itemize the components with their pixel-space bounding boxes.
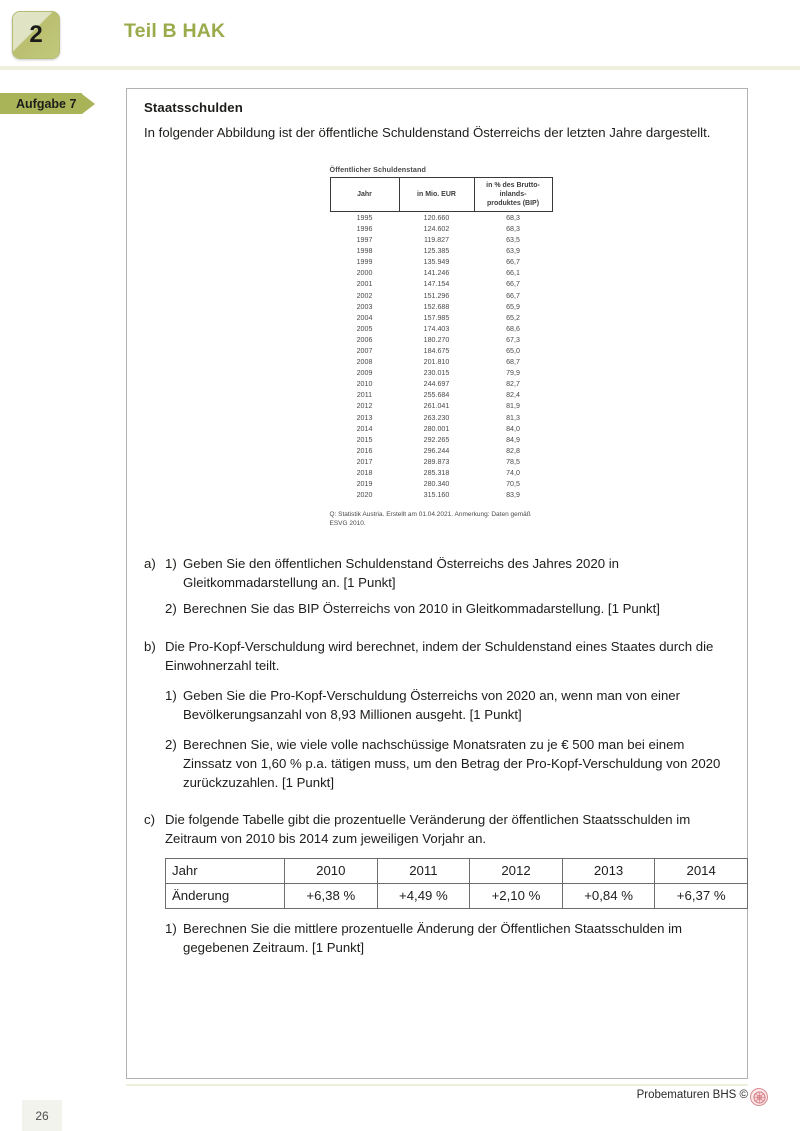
question-b-item-2-marker: 2)	[165, 736, 177, 752]
spacer	[144, 676, 730, 687]
spacer	[144, 725, 730, 736]
public-debt-table-body	[330, 212, 552, 501]
page-number-box	[22, 1100, 62, 1131]
table-row	[330, 457, 552, 468]
table-row	[330, 390, 552, 401]
cell-year: 2011	[356, 391, 373, 400]
cell-debt-percent-gdp: 84,9	[506, 435, 520, 444]
table-row	[330, 334, 552, 345]
question-block-a	[144, 555, 730, 620]
table-row-years	[166, 859, 748, 884]
question-b-item-2-text: Berechnen Sie, wie viele volle nachschüssige Monatsraten zu je € 500 man bei einem Zinssatz von 1,60 % p.a. tätigen muss, um den Betrag der Pro-Kopf-Verschuldung von 2020 zurückzuzahlen. [1 Punkt]	[183, 736, 721, 790]
cell-debt-eur: 119.827	[423, 236, 450, 245]
cell-debt-eur: 201.810	[423, 358, 450, 367]
cell-debt-percent-gdp: 70,5	[506, 480, 520, 489]
question-c-item-1	[144, 920, 730, 958]
table-row	[330, 479, 552, 490]
cell-debt-percent-gdp: 82,7	[506, 380, 520, 389]
cell-debt-percent-gdp: 65,2	[506, 313, 520, 322]
cell-debt-percent-gdp: 74,0	[506, 469, 520, 478]
cell-year: 1997	[356, 236, 373, 245]
cell-year: 2004	[356, 313, 373, 322]
change-table-year-0: 2010	[285, 859, 378, 884]
cell-year: 2003	[356, 302, 373, 311]
change-table-label-change: Änderung	[166, 884, 285, 909]
column-header-year: Jahr	[330, 177, 399, 212]
cell-debt-percent-gdp: 66,7	[506, 291, 520, 300]
cell-year: 2017	[356, 457, 373, 466]
cell-year: 1995	[356, 213, 373, 222]
question-b-item-1-text: Geben Sie die Pro-Kopf-Verschuldung Österreichs von 2020 an, wenn man von einer Bevölkerungsanzahl von 8,93 Millionen ausgeht. [1 Punkt]	[183, 688, 681, 722]
question-c-marker: c)	[144, 812, 155, 828]
cell-debt-eur: 141.246	[423, 269, 450, 278]
cell-debt-eur: 152.688	[423, 302, 450, 311]
exercise-title: Staatsschulden	[144, 100, 243, 115]
cell-debt-eur: 174.403	[423, 324, 450, 333]
table-row	[330, 323, 552, 334]
column-header-bip-line1: in % des Brutto-	[486, 181, 540, 189]
cell-year: 2013	[356, 413, 373, 422]
cell-debt-percent-gdp: 81,3	[506, 413, 520, 422]
change-table-year-3: 2013	[562, 859, 655, 884]
cell-debt-percent-gdp: 65,9	[506, 302, 520, 311]
cell-debt-percent-gdp: 83,9	[506, 491, 520, 500]
table-row-changes	[166, 884, 748, 909]
table-row	[330, 445, 552, 456]
table-row	[330, 379, 552, 390]
table-row	[330, 346, 552, 357]
change-table-label-year: Jahr	[166, 859, 285, 884]
question-c-item-1-text: Berechnen Sie die mittlere prozentuelle Änderung der Öffentlichen Staatsschulden im gegebenen Zeitraum. [1 Punkt]	[183, 921, 682, 956]
cell-year: 2001	[356, 280, 373, 289]
change-table-year-1: 2011	[377, 859, 470, 884]
table-row	[330, 401, 552, 412]
cell-year: 2006	[356, 335, 373, 344]
cell-debt-percent-gdp: 82,4	[506, 391, 520, 400]
cell-debt-eur: 292.265	[423, 435, 450, 444]
header-divider	[0, 66, 800, 70]
table-row	[330, 268, 552, 279]
cell-debt-percent-gdp: 82,8	[506, 446, 520, 455]
column-header-bip-line2: inlands-	[499, 190, 527, 198]
chapter-badge	[12, 11, 60, 59]
page-title: Teil B HAK	[124, 20, 226, 42]
spacer	[144, 619, 730, 638]
exercise-intro-text: In folgender Abbildung ist der öffentliche Schuldenstand Österreichs der letzten Jahre dargestellt.	[144, 125, 711, 140]
cell-debt-eur: 230.015	[423, 369, 450, 378]
cell-debt-eur: 147.154	[423, 280, 450, 289]
cell-debt-percent-gdp: 68,6	[506, 324, 520, 333]
question-block-b	[144, 638, 730, 792]
cell-debt-eur: 280.001	[423, 424, 450, 433]
cell-debt-percent-gdp: 63,9	[506, 247, 520, 256]
questions-section	[144, 555, 730, 958]
percentage-change-table-body	[166, 859, 748, 909]
cell-year: 1996	[356, 224, 373, 233]
cell-year: 2015	[356, 435, 373, 444]
cell-debt-eur: 244.697	[423, 380, 450, 389]
change-table-change-3: +0,84 %	[562, 884, 655, 909]
cell-year: 2007	[356, 347, 373, 355]
column-header-eur: in Mio. EUR	[399, 177, 474, 212]
table-row	[330, 312, 552, 323]
question-a-item-1	[144, 555, 730, 593]
exercise-content-inner	[127, 89, 747, 958]
question-a-item-2	[144, 600, 730, 619]
question-c-intro	[144, 811, 730, 849]
cell-year: 2005	[356, 324, 373, 333]
cell-year: 2002	[356, 291, 373, 300]
change-table-year-4: 2014	[655, 859, 748, 884]
cell-debt-eur: 125.385	[423, 247, 450, 256]
cell-debt-eur: 184.675	[423, 347, 450, 355]
question-b-intro	[144, 638, 730, 676]
spacer	[144, 909, 730, 920]
cell-debt-percent-gdp: 66,1	[506, 269, 520, 278]
cell-debt-percent-gdp: 68,3	[506, 224, 520, 233]
cell-debt-percent-gdp: 65,0	[506, 347, 520, 355]
question-b-item-2	[144, 736, 730, 793]
question-c-item-1-marker: 1)	[165, 921, 177, 937]
cell-year: 2010	[356, 380, 373, 389]
task-tab-arrow-icon	[82, 94, 95, 114]
table-row	[330, 257, 552, 268]
table-row	[330, 246, 552, 257]
cell-year: 2014	[356, 424, 373, 433]
question-a-item-2-text: Berechnen Sie das BIP Österreichs von 2010 in Gleitkommadarstellung. [1 Punkt]	[183, 601, 660, 617]
cell-debt-percent-gdp: 78,5	[506, 457, 520, 466]
table-row	[330, 468, 552, 479]
cell-year: 2012	[356, 402, 373, 411]
task-tab-label: Aufgabe 7	[16, 96, 77, 111]
cell-debt-eur: 261.041	[423, 402, 450, 411]
table-row	[330, 368, 552, 379]
question-a-item-2-marker: 2)	[165, 601, 177, 617]
cell-debt-eur: 255.684	[423, 391, 450, 400]
cell-debt-eur: 263.230	[423, 413, 450, 422]
cell-debt-eur: 135.949	[423, 258, 450, 267]
cell-debt-eur: 157.985	[423, 313, 450, 322]
spacer	[144, 592, 730, 600]
cell-year: 2018	[356, 469, 373, 478]
cell-debt-percent-gdp: 63,5	[506, 236, 520, 245]
change-table-wrapper	[165, 858, 730, 909]
table-row	[330, 212, 552, 224]
table-row	[330, 412, 552, 423]
probematuren-seal-logo-icon	[750, 1088, 768, 1106]
footer-credit: Probematuren BHS ©	[636, 1089, 748, 1101]
table-row	[330, 235, 552, 246]
cell-debt-percent-gdp: 81,9	[506, 402, 520, 411]
table-row	[330, 490, 552, 501]
question-a-item-1-marker: 1)	[165, 555, 177, 571]
page-number: 26	[35, 1108, 49, 1123]
cell-year: 2020	[356, 491, 373, 500]
table-row	[330, 423, 552, 434]
cell-year: 2016	[356, 446, 373, 455]
cell-debt-percent-gdp: 66,7	[506, 258, 520, 267]
cell-debt-eur: 120.660	[423, 213, 450, 222]
change-table-change-4: +6,37 %	[655, 884, 748, 909]
cell-debt-eur: 289.873	[423, 457, 450, 466]
question-a-marker: a)	[144, 555, 156, 571]
chapter-badge-number: 2	[29, 21, 43, 48]
cell-debt-percent-gdp: 68,3	[506, 213, 520, 222]
question-b-item-1	[144, 687, 730, 725]
percentage-change-table	[165, 858, 748, 909]
cell-year: 2009	[356, 369, 373, 378]
change-table-year-2: 2012	[470, 859, 563, 884]
cell-debt-eur: 296.244	[423, 446, 450, 455]
change-table-change-0: +6,38 %	[285, 884, 378, 909]
cell-debt-eur: 180.270	[423, 335, 450, 344]
question-c-intro-text: Die folgende Tabelle gibt die prozentuelle Veränderung der öffentlichen Staatsschulden im Zeitraum von 2010 bis 2014 zum jeweiligen Vorjahr an.	[165, 812, 691, 847]
statistics-figure	[330, 165, 545, 529]
cell-debt-eur: 151.296	[423, 291, 450, 300]
page-header	[0, 0, 800, 68]
cell-debt-eur: 285.318	[423, 469, 450, 478]
public-debt-table-head	[330, 177, 552, 212]
table-row	[330, 224, 552, 235]
task-tab-body	[0, 93, 82, 114]
cell-debt-percent-gdp: 79,9	[506, 369, 520, 378]
exercise-content-box	[126, 88, 748, 1079]
public-debt-table	[330, 177, 553, 501]
change-table-change-1: +4,49 %	[377, 884, 470, 909]
column-header-bip-line3: produktes (BIP)	[486, 200, 540, 208]
cell-debt-percent-gdp: 84,0	[506, 424, 520, 433]
cell-debt-eur: 315.160	[423, 491, 450, 500]
cell-debt-percent-gdp: 68,7	[506, 358, 520, 367]
cell-debt-percent-gdp: 67,3	[506, 335, 520, 344]
table-row	[330, 434, 552, 445]
question-b-intro-text: Die Pro-Kopf-Verschuldung wird berechnet, indem der Schuldenstand eines Staates durch die Einwohnerzahl teilt.	[165, 639, 714, 674]
cell-year: 2019	[356, 480, 373, 489]
cell-debt-eur: 280.340	[423, 480, 450, 489]
statistics-source-note: Q: Statistik Austria. Erstellt am 01.04.2021. Anmerkung: Daten gemäß ESVG 2010.	[329, 510, 531, 528]
table-header-row	[330, 177, 552, 212]
cell-year: 1999	[356, 258, 373, 267]
table-row	[330, 357, 552, 368]
task-tab	[0, 93, 95, 114]
cell-year: 2008	[356, 358, 373, 367]
table-row	[330, 279, 552, 290]
cell-debt-eur: 124.602	[423, 224, 450, 233]
question-b-item-1-marker: 1)	[165, 688, 177, 704]
question-b-marker: b)	[144, 639, 156, 655]
question-a-item-1-text: Geben Sie den öffentlichen Schuldenstand Österreichs des Jahres 2020 in Gleitkommadarstellung an. [1 Punkt]	[183, 555, 619, 590]
cell-year: 2000	[356, 269, 373, 278]
footer-divider	[126, 1084, 748, 1086]
spacer	[144, 792, 730, 811]
table-row	[330, 290, 552, 301]
change-table-change-2: +2,10 %	[470, 884, 563, 909]
question-block-c	[144, 811, 730, 958]
table-row	[330, 301, 552, 312]
cell-debt-percent-gdp: 66,7	[506, 280, 520, 289]
statistics-figure-caption: Öffentlicher Schuldenstand	[329, 164, 426, 174]
cell-year: 1998	[356, 247, 373, 256]
column-header-bip	[474, 177, 552, 212]
